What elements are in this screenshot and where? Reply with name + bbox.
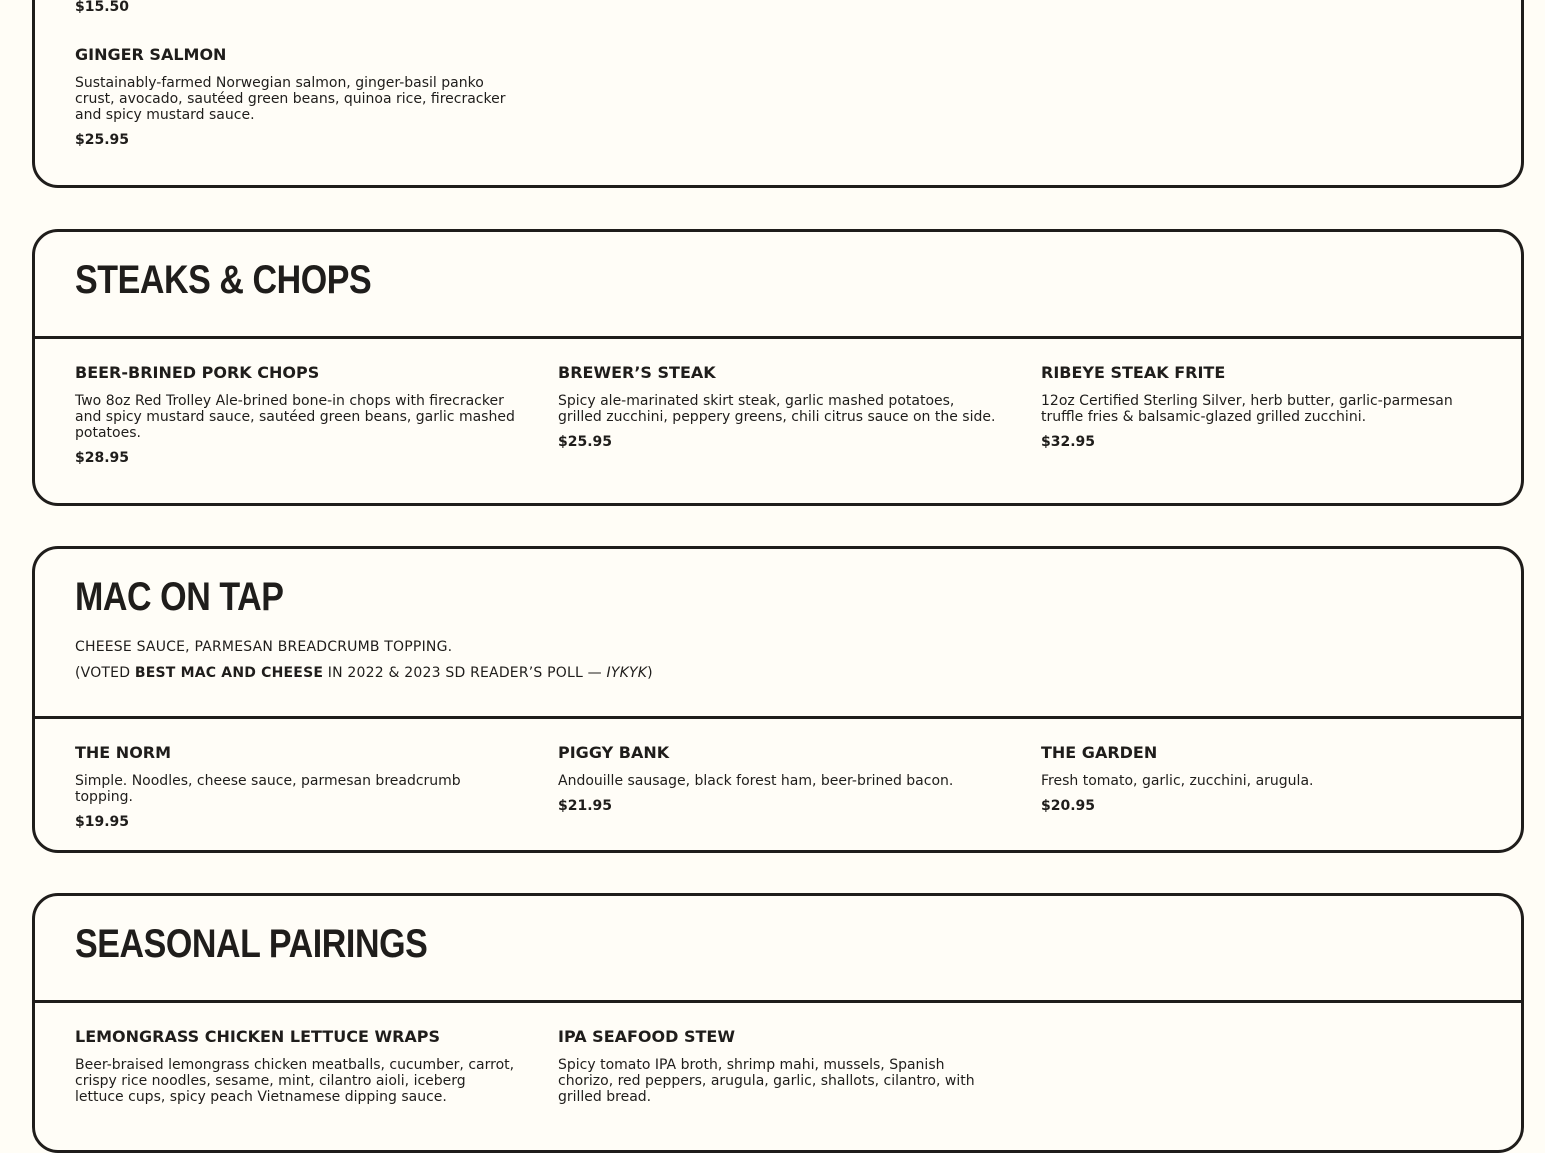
menu-item: [75, 745, 515, 829]
menu-item: [75, 1029, 515, 1105]
item-description: Fresh tomato, garlic, zucchini, arugula.: [1041, 773, 1314, 789]
note-prefix: (VOTED: [75, 665, 135, 681]
item-price: $32.95: [1041, 434, 1096, 450]
menu-item: [558, 745, 998, 813]
section-header: [35, 896, 1521, 1003]
section-title: SEASONAL PAIRINGS: [75, 922, 428, 966]
menu-item: [558, 365, 998, 449]
item-description: Andouille sausage, black forest ham, beer-brined bacon.: [558, 773, 954, 789]
section-header: [35, 232, 1521, 339]
item-name: RIBEYE STEAK FRITE: [1041, 363, 1226, 382]
menu-item-ginger-salmon: [75, 47, 515, 147]
item-description: Sustainably-farmed Norwegian salmon, ginger-basil panko crust, avocado, sautéed green beans, quinoa rice, firecracker and spicy mustard sauce.: [75, 75, 506, 123]
menu-section-previous: [32, 0, 1524, 188]
item-name: PIGGY BANK: [558, 743, 670, 762]
item-description: Spicy tomato IPA broth, shrimp mahi, mussels, Spanish chorizo, red peppers, arugula, garlic, shallots, cilantro, with grilled bread.: [558, 1057, 975, 1105]
menu-item: [558, 1029, 998, 1105]
item-name: BREWER’S STEAK: [558, 363, 716, 382]
menu-item: [1041, 745, 1481, 813]
item-price: $19.95: [75, 814, 130, 830]
item-name: LEMONGRASS CHICKEN LETTUCE WRAPS: [75, 1027, 441, 1046]
item-price: $28.95: [75, 450, 130, 466]
item-name: THE GARDEN: [1041, 743, 1158, 762]
note-iykyk: IYKYK: [606, 665, 648, 681]
item-price-cut: $15.50: [75, 0, 130, 15]
item-price: $20.95: [1041, 798, 1096, 814]
section-title: STEAKS & CHOPS: [75, 258, 372, 302]
item-price: $25.95: [75, 132, 130, 148]
menu-section-seasonal-pairings: [32, 893, 1524, 1153]
menu-section-steaks-chops: [32, 229, 1524, 506]
item-name: BEER-BRINED PORK CHOPS: [75, 363, 320, 382]
note-award: BEST MAC AND CHEESE: [134, 665, 324, 681]
item-description: Simple. Noodles, cheese sauce, parmesan breadcrumb topping.: [75, 773, 461, 805]
section-header: [35, 549, 1521, 719]
section-note: [75, 665, 653, 681]
item-description: Spicy ale-marinated skirt steak, garlic mashed potatoes, grilled zucchini, peppery greens, chili citrus sauce on the side.: [558, 393, 996, 425]
item-price: $21.95: [558, 798, 613, 814]
item-name: GINGER SALMON: [75, 45, 227, 64]
section-title: MAC ON TAP: [75, 575, 284, 619]
section-subtitle: CHEESE SAUCE, PARMESAN BREADCRUMB TOPPING.: [75, 639, 453, 655]
item-description: Two 8oz Red Trolley Ale-brined bone-in chops with firecracker and spicy mustard sauce, sautéed green beans, garlic mashed potatoes.: [75, 393, 515, 441]
item-description: Beer-braised lemongrass chicken meatballs, cucumber, carrot, crispy rice noodles, sesame, mint, cilantro aioli, iceberg lettuce cups, spicy peach Vietnamese dipping sauce.: [75, 1057, 515, 1105]
item-price: $25.95: [558, 434, 613, 450]
item-description: 12oz Certified Sterling Silver, herb butter, garlic-parmesan truffle fries & balsamic-glazed grilled zucchini.: [1041, 393, 1453, 425]
menu-section-mac-on-tap: [32, 546, 1524, 853]
menu-item: [75, 365, 515, 465]
menu-item: [1041, 365, 1481, 449]
item-name: IPA SEAFOOD STEW: [558, 1027, 735, 1046]
note-middle: IN 2022 & 2023 SD READER’S POLL —: [323, 665, 607, 681]
item-name: THE NORM: [75, 743, 172, 762]
note-suffix: ): [647, 665, 653, 681]
